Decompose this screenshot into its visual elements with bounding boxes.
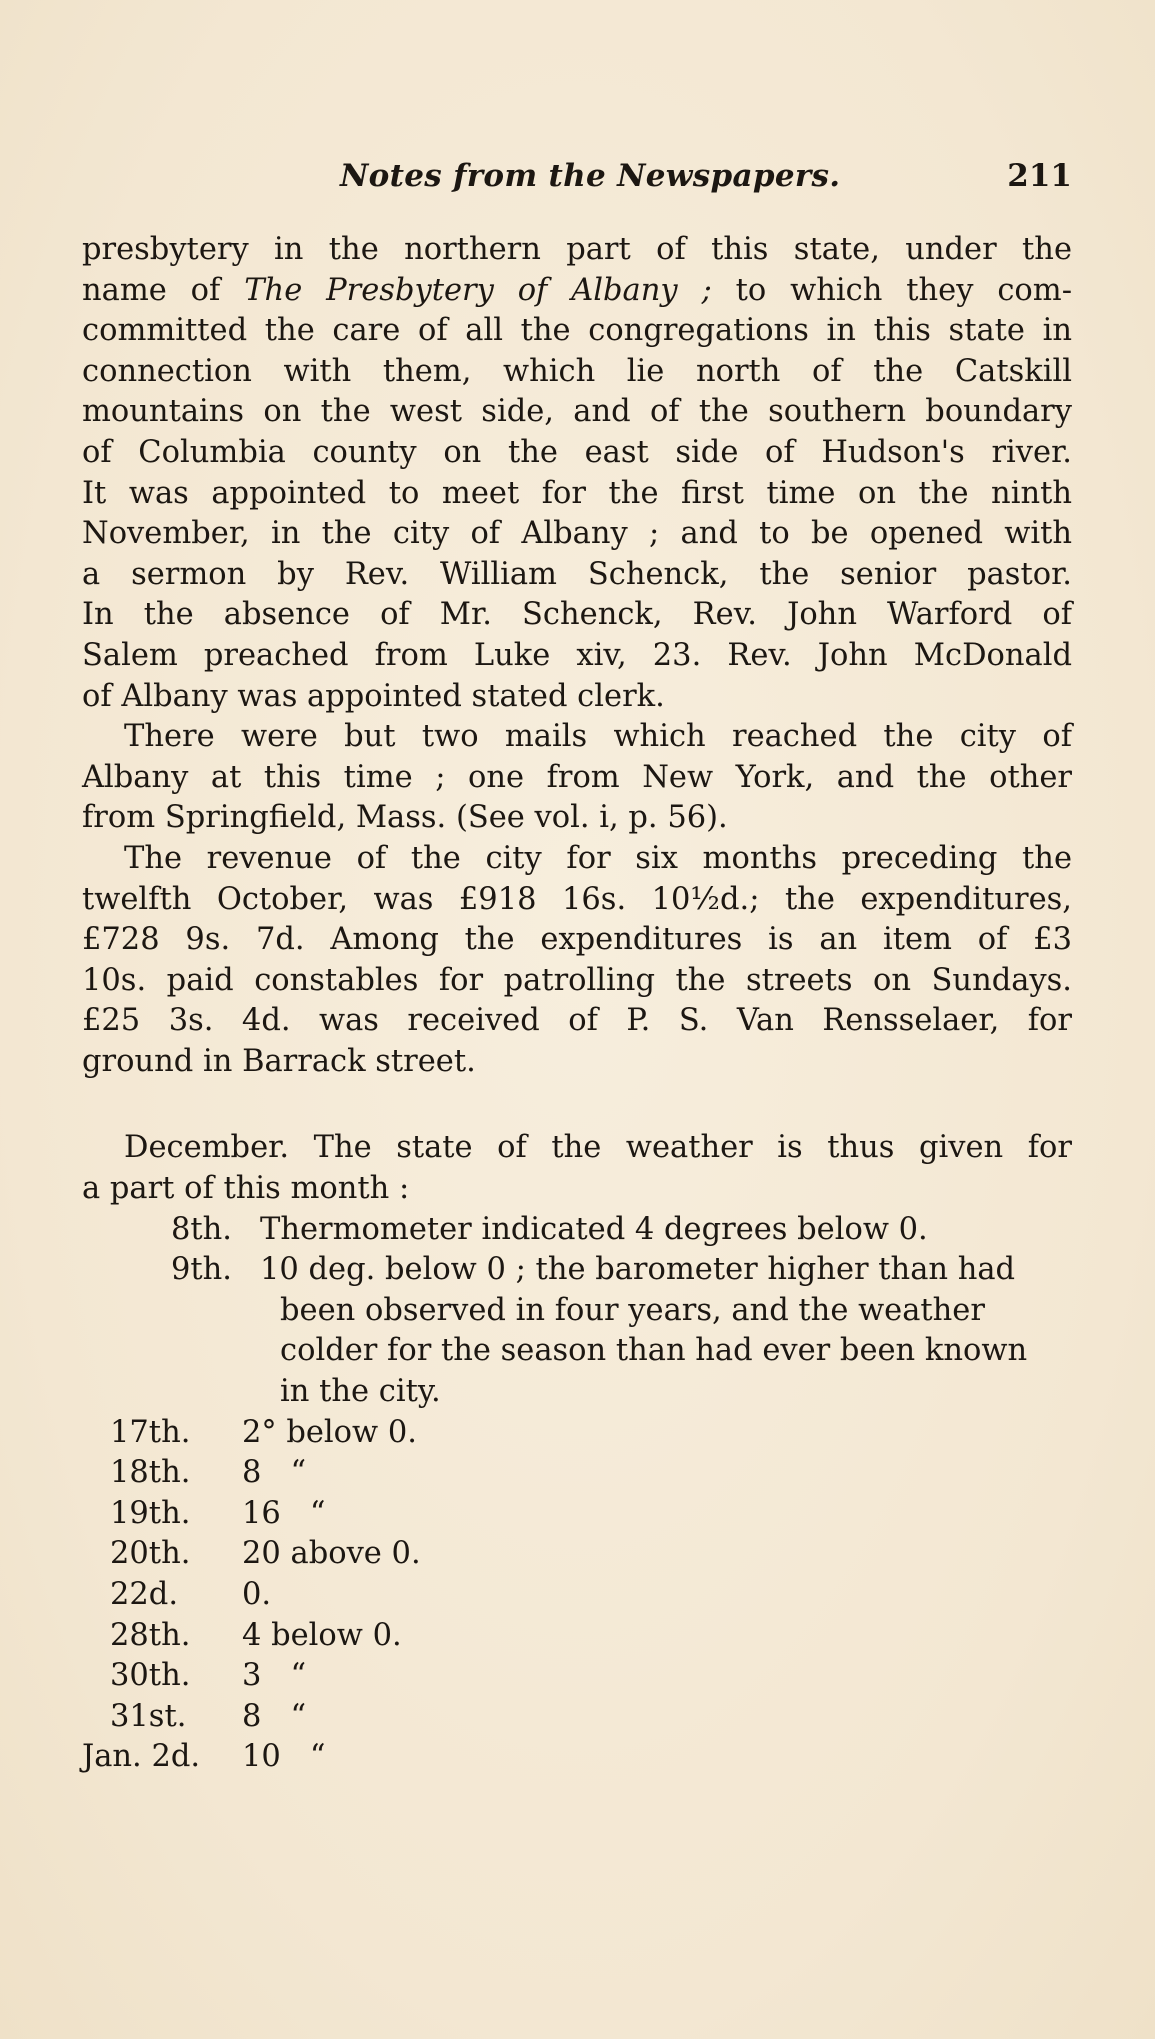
weather-date: 28th. — [110, 1617, 191, 1653]
text-line: ground in Barrack street. — [82, 1043, 476, 1079]
paragraph-gap — [82, 1082, 1072, 1128]
paragraph-december — [82, 1128, 1072, 1209]
weather-date: 22d. — [110, 1577, 179, 1612]
weather-reading: 8 “ — [242, 1455, 307, 1491]
weather-reading: 4 below 0. — [242, 1617, 402, 1653]
text-line: a sermon by Rev. William Schenck, the senior pastor. — [82, 556, 1072, 592]
weather-row — [82, 1331, 1072, 1372]
weather-reading: 20 above 0. — [242, 1536, 421, 1572]
text-span: to which they com- — [711, 272, 1072, 308]
weather-reading: 10 deg. below 0 ; the barometer higher than had — [260, 1252, 1016, 1288]
weather-reading: 0. — [242, 1577, 272, 1612]
text-line: November, in the city of Albany ; and to be opened with — [82, 516, 1072, 552]
text-line — [82, 271, 1072, 312]
text-line: twelfth October, was £918 16s. 10½d.; the expenditures, — [82, 881, 1072, 917]
weather-reading: 16 “ — [242, 1495, 326, 1531]
weather-reading: 3 “ — [242, 1658, 307, 1694]
weather-date: 31st. — [110, 1698, 187, 1734]
weather-row — [82, 1534, 1072, 1575]
weather-reading: colder for the season than had ever been known — [280, 1333, 1028, 1369]
weather-reading: been observed in four years, and the weather — [280, 1292, 985, 1328]
text-line: from Springfield, Mass. (See vol. i, p. 56). — [82, 800, 728, 836]
text-line: committed the care of all the congregations in this state in — [82, 313, 1072, 349]
text-line: 10s. paid constables for patrolling the streets on Sundays. — [82, 962, 1072, 998]
text-line: connection with them, which lie north of the Catskill — [82, 353, 1072, 389]
text-line: presbytery in the northern part of this state, under the — [82, 232, 1072, 267]
text-line: of Albany was appointed stated clerk. — [82, 678, 665, 714]
text-line: December. The state of the weather is thus given for — [124, 1130, 1072, 1166]
weather-reading: 8 “ — [242, 1698, 307, 1734]
weather-reading: 2° below 0. — [242, 1414, 417, 1450]
weather-date: 8th. — [171, 1211, 232, 1247]
paragraph-mails — [82, 717, 1072, 839]
text-line: It was appointed to meet for the first time on the ninth — [82, 475, 1072, 511]
text-line: Albany at this time ; one from New York, and the other — [82, 759, 1072, 795]
weather-row — [82, 1697, 1072, 1738]
weather-row — [82, 1291, 1072, 1332]
weather-date: 30th. — [110, 1658, 191, 1694]
weather-date: 17th. — [110, 1414, 191, 1450]
weather-row — [82, 1616, 1072, 1657]
text-line: £728 9s. 7d. Among the expenditures is an item of £3 — [82, 922, 1072, 958]
text-line: In the absence of Mr. Schenck, Rev. John Warford of — [82, 597, 1072, 633]
text-line: £25 3s. 4d. was received of P. S. Van Rensselaer, for — [82, 1003, 1072, 1039]
weather-date: Jan. 2d. — [82, 1739, 201, 1775]
text-line: There were but two mails which reached the city of — [124, 719, 1072, 755]
weather-date: 19th. — [110, 1495, 191, 1531]
text-line: Salem preached from Luke xiv, 23. Rev. John McDonald — [82, 637, 1072, 673]
weather-reading: Thermometer indicated 4 degrees below 0. — [260, 1211, 928, 1247]
text-span: name of — [82, 272, 245, 308]
weather-row — [82, 1453, 1072, 1494]
weather-row — [82, 1575, 1072, 1616]
weather-date: 18th. — [110, 1455, 191, 1491]
weather-reading: in the city. — [280, 1374, 441, 1410]
weather-row — [82, 1494, 1072, 1535]
paragraph-presbytery — [82, 230, 1072, 717]
text-line: The revenue of the city for six months preceding the — [124, 840, 1072, 876]
weather-row — [82, 1210, 1072, 1251]
weather-log — [82, 1210, 1072, 1778]
running-title: Notes from the Newspapers. — [340, 158, 841, 194]
weather-date: 20th. — [110, 1536, 191, 1572]
weather-row — [82, 1413, 1072, 1454]
text-line: a part of this month : — [82, 1171, 410, 1207]
weather-row — [82, 1656, 1072, 1697]
weather-row — [82, 1250, 1072, 1291]
text-line: of Columbia county on the east side of Hudson's river. — [82, 434, 1072, 470]
weather-reading: 10 “ — [242, 1739, 326, 1775]
weather-row — [82, 1372, 1072, 1413]
page-number: 211 — [1007, 158, 1072, 194]
weather-date: 9th. — [171, 1252, 232, 1288]
italic-name: The Presbytery of Albany ; — [244, 272, 712, 308]
paragraph-revenue — [82, 839, 1072, 1083]
weather-row — [82, 1737, 1072, 1778]
page-body — [82, 230, 1072, 1778]
text-line: mountains on the west side, and of the southern boundary — [82, 394, 1072, 430]
running-header — [82, 150, 1072, 200]
